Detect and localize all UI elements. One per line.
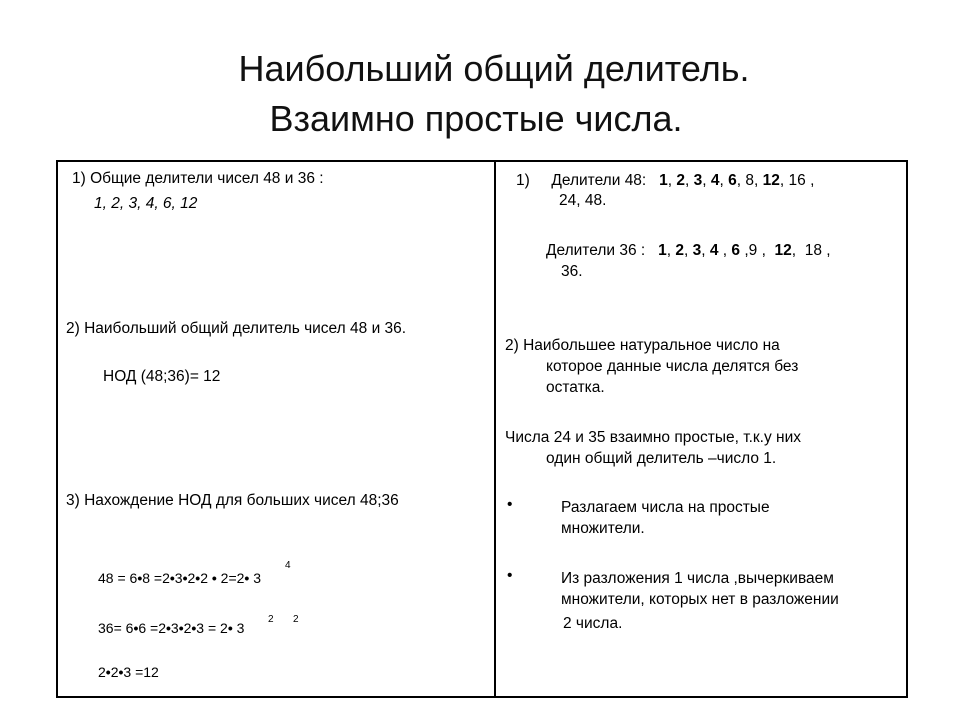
bullet-2: • (507, 567, 513, 584)
divisor-48-8: 8 (745, 172, 755, 189)
eq1-part5: 2=2 (220, 570, 245, 586)
divisor-48-2: 2 (676, 172, 686, 189)
eq2-part4: 2 (183, 620, 192, 636)
divisor-36-12: 12 (774, 242, 792, 259)
eq1-part4: 2 (200, 570, 208, 586)
divisors-48-label: Делители 48: (551, 172, 647, 189)
bullet1-line1: Разлагаем числа на простые (561, 499, 770, 516)
left-item2-label: 2) Наибольший общий делитель чисел 48 и 36. (66, 320, 407, 337)
eq2-part2: 6 =2 (138, 620, 166, 636)
bullet2-line1: Из разложения 1 числа ,вычеркиваем (561, 570, 834, 587)
eq2-part1: 6 (125, 620, 134, 636)
bullet2-line3: 2 числа. (563, 615, 623, 632)
eq2-exponent1: 2 (268, 614, 274, 625)
eq3-part1: 2 (98, 664, 106, 680)
eq2-part5: 3 = 2 (196, 620, 228, 636)
bullet1-line2: множители. (561, 520, 645, 537)
left-item1-label: 1) Общие делители чисел 48 и 36 : (72, 170, 324, 187)
factorization-36: 36= 6•6 =2•3•2•3 = 2• 3 (98, 620, 245, 636)
bullet-1: • (507, 496, 513, 513)
eq1-part3: 2 (187, 570, 196, 586)
divisor-48-12: 12 (762, 172, 780, 189)
eq2-exponent2: 2 (293, 614, 299, 625)
right-item2-line3: остатка. (546, 379, 605, 396)
divisor-48-4: 4 (710, 172, 720, 189)
divisor-48-1: 1 (659, 172, 668, 189)
divisor-36-18: 18 (804, 242, 822, 259)
divisors-48-row: 1) Делители 48: 1, 2, 3, 4, 6, 8, 12, 16 , (516, 172, 815, 189)
page-title-line2: Взаимно простые числа. (269, 98, 683, 139)
divisor-36-3: 3 (692, 242, 702, 259)
divisors-48-continued: 24, 48. (559, 192, 607, 209)
divisor-48-6: 6 (728, 172, 737, 189)
eq3-part3: 3 =12 (123, 664, 159, 680)
divisor-36-9: 9 (748, 242, 758, 259)
coprime-line2: один общий делитель –число 1. (546, 450, 777, 467)
divisor-36-1: 1 (658, 242, 667, 259)
bullet2-line2: множители, которых нет в разложении (561, 591, 839, 608)
divisors-36-continued: 36. (561, 263, 583, 280)
left-item3-label: 3) Нахождение НОД для больших чисел 48;36 (66, 492, 399, 509)
left-item1-values: 1, 2, 3, 4, 6, 12 (94, 195, 198, 212)
eq1-part2: 3 (174, 570, 183, 586)
divisor-36-6: 6 (731, 242, 741, 259)
column-divider (494, 160, 496, 698)
divisors-48-number: 1) (516, 172, 530, 189)
right-item2-line1: 2) Наибольшее натуральное число на (505, 337, 780, 354)
eq2-part6: 3 (236, 620, 245, 636)
divisor-48-3: 3 (693, 172, 703, 189)
divisors-36-row: Делители 36 : 1, 2, 3, 4 , 6 ,9 , 12, 18 , (546, 242, 831, 259)
eq1-part1: 8 =2 (142, 570, 170, 586)
divisors-36-label: Делители 36 : (546, 242, 646, 259)
page-title-line1: Наибольший общий делитель. (238, 48, 750, 89)
eq1-lead: 48 = 6 (98, 570, 138, 586)
eq3-part2: 2 (110, 664, 119, 680)
left-item2-result: НОД (48;36)= 12 (103, 368, 221, 385)
divisor-36-2: 2 (675, 242, 684, 259)
eq2-lead: 36= (98, 620, 122, 636)
divisor-36-4: 4 (709, 242, 719, 259)
right-item2-line2: которое данные числа делятся без (546, 358, 799, 375)
eq1-part6: 3 (253, 570, 262, 586)
gcd-product: 2•2•3 =12 (98, 664, 159, 680)
eq1-exponent: 4 (285, 560, 291, 571)
eq2-part3: 3 (170, 620, 179, 636)
factorization-48: 48 = 6•8 =2•3•2•2 • 2=2• 3 (98, 570, 262, 586)
divisor-48-16: 16 (788, 172, 806, 189)
coprime-line1: Числа 24 и 35 взаимно простые, т.к.у них (505, 429, 802, 446)
